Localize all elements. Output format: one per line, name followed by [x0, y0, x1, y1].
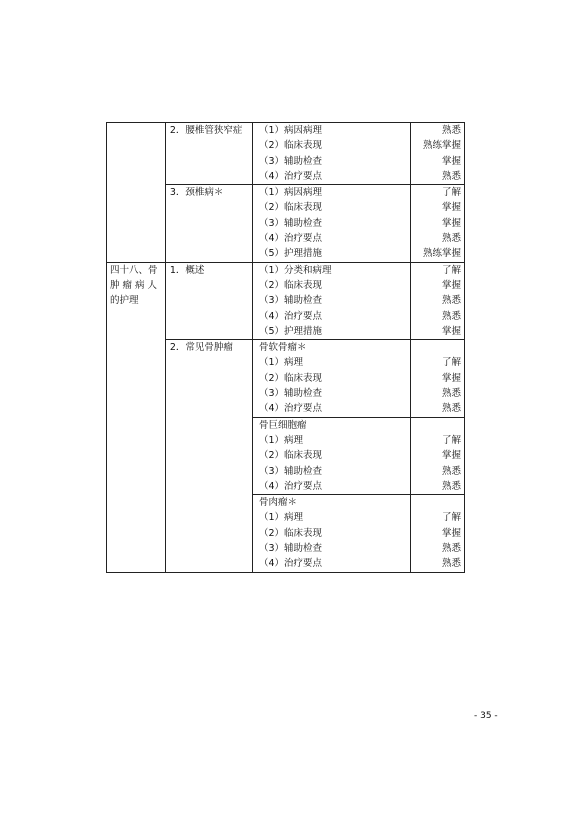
cell-line: （2）临床表现 — [259, 202, 323, 214]
cell-line: 熟悉 — [441, 558, 461, 570]
section-cell — [107, 123, 166, 263]
cell-line: （1）分类和病理 — [259, 264, 332, 276]
cell-line: 骨巨细胞瘤 — [259, 419, 307, 431]
content-cell — [253, 185, 411, 262]
content-cell — [253, 340, 411, 417]
level-cell — [411, 185, 465, 262]
cell-line: 熟悉 — [441, 465, 461, 477]
cell-line: 了解 — [441, 357, 461, 369]
cell-line: 掌握 — [441, 325, 461, 337]
level-cell — [411, 340, 465, 417]
cell-line: 熟悉 — [441, 388, 461, 400]
cell-line: 了解 — [441, 264, 461, 276]
blank-line — [411, 340, 464, 355]
content-cell — [253, 123, 411, 185]
table-row — [107, 262, 465, 339]
cell-line: 熟悉 — [441, 170, 461, 182]
cell-line: 掌握 — [441, 217, 461, 229]
level-cell — [411, 495, 465, 572]
cell-line: 熟悉 — [441, 480, 461, 492]
cell-line: 掌握 — [441, 527, 461, 539]
topic-cell — [165, 340, 252, 572]
cell-line: 熟悉 — [441, 310, 461, 322]
cell-line: （3）辅助检查 — [259, 155, 323, 167]
cell-line: 熟悉 — [441, 295, 461, 307]
content-cell — [253, 417, 411, 494]
content-cell — [253, 495, 411, 572]
cell-line: 了解 — [441, 512, 461, 524]
cell-line: （1）病因病理 — [259, 125, 323, 136]
cell-line: 熟悉 — [441, 543, 461, 555]
cell-line: （4）治疗要点 — [259, 480, 323, 492]
cell-line: （3）辅助检查 — [259, 465, 323, 477]
cell-line: （4）治疗要点 — [259, 233, 323, 245]
cell-line: 熟悉 — [441, 403, 461, 415]
cell-line: 掌握 — [441, 279, 461, 291]
cell-line: 掌握 — [441, 202, 461, 214]
topic-cell — [165, 123, 252, 185]
cell-line: （1）病因病理 — [259, 187, 323, 199]
cell-line: （2）临床表现 — [259, 279, 323, 291]
cell-line: （1）病理 — [259, 357, 304, 369]
blank-line — [411, 495, 464, 510]
cell-line: （4）治疗要点 — [259, 170, 323, 182]
cell-line: 四十八、骨 — [110, 264, 158, 276]
cell-line: 掌握 — [441, 155, 461, 167]
table-row — [107, 123, 465, 185]
level-cell — [411, 123, 465, 185]
topic-cell — [165, 262, 252, 339]
cell-line: 了解 — [441, 434, 461, 446]
cell-line: （4）治疗要点 — [259, 403, 323, 415]
section-cell — [107, 262, 166, 572]
level-cell — [411, 262, 465, 339]
cell-line: 肿 瘤 病 人 — [110, 279, 158, 291]
level-cell — [411, 417, 465, 494]
cell-line: （3）辅助检查 — [259, 295, 323, 307]
cell-line: （3）辅助检查 — [259, 543, 323, 555]
cell-line: 3．颈椎病＊ — [169, 187, 224, 199]
cell-line: （4）治疗要点 — [259, 558, 323, 570]
syllabus-table — [106, 122, 465, 573]
cell-line: （5）护理措施 — [259, 325, 323, 337]
cell-line: （2）临床表现 — [259, 372, 323, 384]
content-cell — [253, 262, 411, 339]
cell-line: （4）治疗要点 — [259, 310, 323, 322]
blank-line — [411, 418, 464, 433]
page-number: - 35 - — [474, 711, 498, 721]
cell-line: 熟悉 — [441, 233, 461, 245]
cell-line: （1）病理 — [259, 434, 304, 446]
cell-line: 2．常见骨肿瘤 — [169, 342, 233, 354]
cell-line: 了解 — [441, 187, 461, 199]
cell-line: 的护理 — [110, 295, 139, 307]
cell-line: （2）临床表现 — [259, 140, 323, 152]
cell-line: （1）病理 — [259, 512, 304, 524]
cell-line: 骨软骨瘤＊ — [259, 342, 307, 354]
cell-line: 熟悉 — [441, 125, 461, 136]
cell-line: （3）辅助检查 — [259, 217, 323, 229]
cell-line: 掌握 — [441, 372, 461, 384]
cell-line: （3）辅助检查 — [259, 388, 323, 400]
cell-line: 骨肉瘤＊ — [259, 497, 298, 509]
cell-line: 2．腰椎管狭窄症 — [169, 125, 243, 136]
cell-line: 熟练掌握 — [422, 248, 461, 260]
cell-line: 掌握 — [441, 450, 461, 462]
cell-line: 熟练掌握 — [422, 140, 461, 152]
cell-line: （5）护理措施 — [259, 248, 323, 260]
cell-line: 1．概述 — [169, 264, 205, 276]
cell-line: （2）临床表现 — [259, 527, 323, 539]
topic-cell — [165, 185, 252, 262]
cell-line: （2）临床表现 — [259, 450, 323, 462]
